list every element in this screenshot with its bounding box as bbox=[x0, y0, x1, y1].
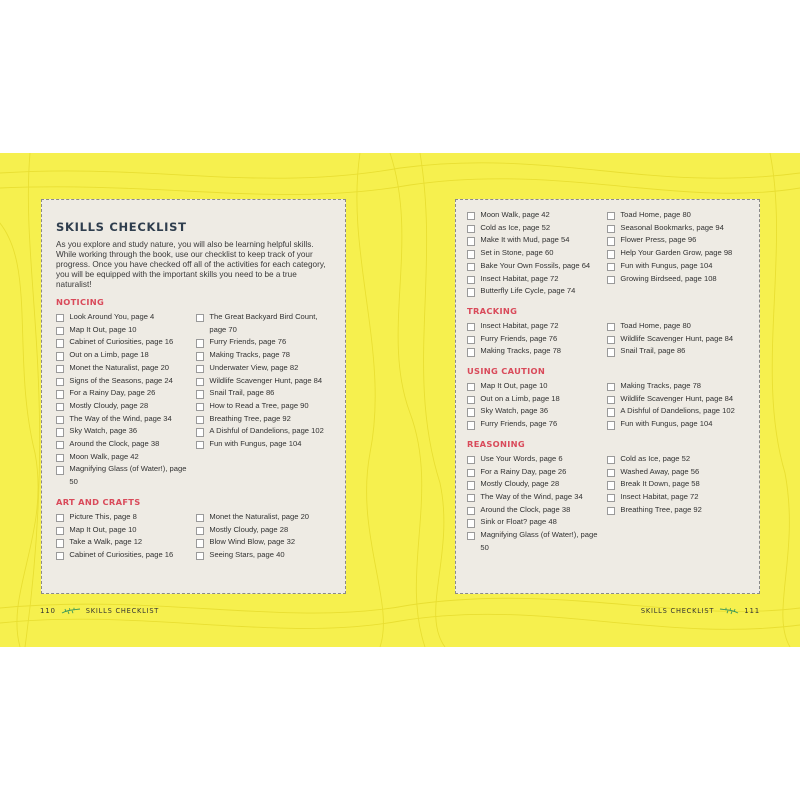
checklist-item-label: Wildlife Scavenger Hunt, page 84 bbox=[209, 375, 323, 385]
checkbox[interactable] bbox=[607, 456, 615, 464]
checkbox[interactable] bbox=[56, 441, 64, 449]
checklist-item-label: Snail Trail, page 86 bbox=[620, 346, 686, 356]
footer-right bbox=[641, 607, 760, 615]
right-checklist-panel bbox=[455, 199, 760, 594]
checklist-item-label: Toad Home, page 80 bbox=[620, 320, 691, 330]
checkbox[interactable] bbox=[56, 466, 64, 474]
checkbox[interactable] bbox=[467, 250, 475, 258]
checklist-item-label: A Dishful of Dandelions, page 102 bbox=[209, 426, 324, 436]
checkbox[interactable] bbox=[56, 403, 64, 411]
checkbox[interactable] bbox=[56, 514, 64, 522]
checklist-item bbox=[607, 491, 747, 504]
intro-text: As you explore and study nature, you will also be learning helpful skills. While working through the book, use our checklist to keep track of your progress. Once you have checked off all of the activities for each category, you will be equipped with the important skills you need to be a true naturalist! bbox=[56, 240, 326, 289]
checkbox[interactable] bbox=[196, 527, 204, 535]
checklist-item-label: Make It with Mud, page 54 bbox=[480, 235, 570, 245]
checklist-item-label: Snail Trail, page 86 bbox=[209, 388, 275, 398]
checkbox[interactable] bbox=[196, 378, 204, 386]
checklist-item bbox=[196, 438, 331, 451]
checklist-item-label: Magnifying Glass (of Water!), page 50 bbox=[480, 530, 598, 552]
checkbox[interactable] bbox=[196, 314, 204, 322]
caution-col-2 bbox=[607, 380, 747, 431]
checklist-item-label: Fun with Fungus, page 104 bbox=[209, 439, 302, 449]
leaf-sprig-icon bbox=[719, 607, 739, 615]
checkbox[interactable] bbox=[196, 539, 204, 547]
checkbox[interactable] bbox=[196, 441, 204, 449]
checklist-item-label: Insect Habitat, page 72 bbox=[480, 273, 559, 283]
checklist-item-label: A Dishful of Dandelions, page 102 bbox=[620, 406, 735, 416]
noticing-col-2 bbox=[196, 311, 331, 489]
footer-label-right: SKILLS CHECKLIST bbox=[640, 607, 715, 615]
checklist-item bbox=[467, 320, 607, 333]
checklist-item-label: Monet the Naturalist, page 20 bbox=[209, 511, 310, 521]
checklist-item-label: Seasonal Bookmarks, page 94 bbox=[620, 222, 724, 232]
checklist-item-label: The Great Backyard Bird Count, page 70 bbox=[209, 312, 318, 334]
checklist-item bbox=[467, 209, 607, 222]
category-heading-art-and-crafts: ART AND CRAFTS bbox=[56, 496, 141, 507]
checklist-item bbox=[607, 478, 747, 491]
checklist-item bbox=[607, 453, 747, 466]
checkbox[interactable] bbox=[56, 416, 64, 424]
checklist-item-label: Wildlife Scavenger Hunt, page 84 bbox=[620, 393, 734, 403]
caution-col-1 bbox=[467, 380, 607, 431]
checklist-item bbox=[467, 380, 607, 393]
checkbox[interactable] bbox=[56, 539, 64, 547]
checkbox[interactable] bbox=[607, 212, 615, 220]
checklist-item bbox=[467, 504, 607, 517]
checklist-item bbox=[467, 516, 607, 529]
checklist-item-label: Signs of the Seasons, page 24 bbox=[69, 375, 173, 385]
checklist-item bbox=[56, 511, 196, 524]
checklist-item bbox=[196, 311, 331, 336]
checklist-item-label: Washed Away, page 56 bbox=[620, 466, 700, 476]
checkbox[interactable] bbox=[467, 469, 475, 477]
checklist-item-label: Breathing Tree, page 92 bbox=[620, 504, 702, 514]
checkbox[interactable] bbox=[607, 276, 615, 284]
checklist-item-label: For a Rainy Day, page 26 bbox=[69, 388, 156, 398]
checklist-item bbox=[56, 375, 196, 388]
checkbox[interactable] bbox=[467, 532, 475, 540]
checklist-item-label: Flower Press, page 96 bbox=[620, 235, 697, 245]
checkbox[interactable] bbox=[467, 507, 475, 515]
checklist-item-label: Making Tracks, page 78 bbox=[620, 381, 702, 391]
using-caution-section bbox=[467, 366, 748, 431]
continued-section bbox=[467, 209, 748, 298]
checkbox[interactable] bbox=[607, 263, 615, 271]
checkbox[interactable] bbox=[467, 276, 475, 284]
checklist-item bbox=[607, 345, 747, 358]
checklist-item-label: Seeing Stars, page 40 bbox=[209, 549, 285, 559]
noticing-col-1 bbox=[56, 311, 196, 489]
category-heading-reasoning: REASONING bbox=[467, 438, 525, 449]
checkbox[interactable] bbox=[607, 396, 615, 404]
checklist-item bbox=[467, 478, 607, 491]
checkbox[interactable] bbox=[56, 327, 64, 335]
checklist-item-label: Bake Your Own Fossils, page 64 bbox=[480, 260, 591, 270]
checklist-item-label: Underwater View, page 82 bbox=[209, 362, 299, 372]
checkbox[interactable] bbox=[56, 314, 64, 322]
checklist-item bbox=[196, 536, 331, 549]
checklist-item bbox=[467, 393, 607, 406]
checklist-item bbox=[607, 466, 747, 479]
checklist-item bbox=[607, 393, 747, 406]
checklist-item-label: Butterfly Life Cycle, page 74 bbox=[480, 286, 576, 296]
checklist-item-label: Sink or Float? page 48 bbox=[480, 517, 557, 527]
checklist-item-label: Wildlife Scavenger Hunt, page 84 bbox=[620, 333, 734, 343]
tracking-col-1 bbox=[467, 320, 607, 358]
checklist-item bbox=[56, 536, 196, 549]
checkbox[interactable] bbox=[56, 390, 64, 398]
checklist-item-label: Moon Walk, page 42 bbox=[480, 210, 550, 219]
checkbox[interactable] bbox=[607, 383, 615, 391]
checklist-item-label: Break It Down, page 58 bbox=[620, 479, 700, 489]
checkbox[interactable] bbox=[607, 336, 615, 344]
noticing-section bbox=[56, 297, 331, 489]
checkbox[interactable] bbox=[467, 225, 475, 233]
checklist-item bbox=[56, 425, 196, 438]
checkbox[interactable] bbox=[467, 383, 475, 391]
checklist-item bbox=[607, 405, 747, 418]
checklist-item-label: Look Around You, page 4 bbox=[69, 312, 155, 321]
checklist-item bbox=[467, 466, 607, 479]
checklist-item bbox=[467, 345, 607, 358]
footer-label-left: SKILLS CHECKLIST bbox=[85, 607, 160, 615]
checkbox[interactable] bbox=[467, 323, 475, 331]
checkbox[interactable] bbox=[56, 552, 64, 560]
left-checklist-panel bbox=[41, 199, 346, 594]
continued-col-1 bbox=[467, 209, 607, 298]
checklist-item-label: Fun with Fungus, page 104 bbox=[620, 419, 713, 429]
checklist-item bbox=[467, 529, 607, 554]
checklist-item bbox=[607, 273, 747, 286]
checklist-item-label: Blow Wind Blow, page 32 bbox=[209, 537, 296, 547]
checkbox[interactable] bbox=[467, 519, 475, 527]
checklist-item bbox=[56, 311, 196, 324]
checklist-item-label: Moon Walk, page 42 bbox=[69, 451, 139, 461]
checklist-item bbox=[196, 524, 331, 537]
checklist-item bbox=[56, 451, 196, 464]
checklist-item bbox=[196, 549, 331, 562]
checklist-item bbox=[467, 333, 607, 346]
checklist-item bbox=[467, 285, 607, 298]
checklist-item-label: Out on a Limb, page 18 bbox=[69, 350, 149, 360]
checklist-item bbox=[56, 362, 196, 375]
art-and-crafts-section bbox=[56, 497, 331, 562]
checklist-item-label: Around the Clock, page 38 bbox=[480, 504, 571, 514]
checklist-item bbox=[56, 336, 196, 349]
checklist-item-label: Sky Watch, page 36 bbox=[69, 426, 138, 436]
checkbox[interactable] bbox=[467, 237, 475, 245]
checklist-item-label: Set in Stone, page 60 bbox=[480, 248, 554, 258]
checklist-item-label: Cabinet of Curiosities, page 16 bbox=[69, 337, 174, 347]
checkbox[interactable] bbox=[467, 421, 475, 429]
checklist-item-label: Insect Habitat, page 72 bbox=[480, 320, 559, 330]
checklist-item bbox=[56, 438, 196, 451]
checklist-item-label: The Way of the Wind, page 34 bbox=[69, 413, 172, 423]
checklist-item bbox=[607, 333, 747, 346]
checklist-item bbox=[467, 405, 607, 418]
checkbox[interactable] bbox=[196, 514, 204, 522]
checkbox[interactable] bbox=[607, 323, 615, 331]
checklist-item-label: Insect Habitat, page 72 bbox=[620, 491, 699, 501]
checkbox[interactable] bbox=[196, 365, 204, 373]
checkbox[interactable] bbox=[607, 494, 615, 502]
checkbox[interactable] bbox=[56, 378, 64, 386]
checkbox[interactable] bbox=[467, 456, 475, 464]
checkbox[interactable] bbox=[56, 454, 64, 462]
checklist-item bbox=[467, 234, 607, 247]
checklist-item bbox=[607, 504, 747, 517]
page-number-left: 110 bbox=[40, 607, 56, 615]
checklist-item-label: Cold as Ice, page 52 bbox=[480, 222, 551, 232]
checkbox[interactable] bbox=[607, 348, 615, 356]
checklist-item bbox=[467, 453, 607, 466]
checklist-item bbox=[607, 222, 747, 235]
checklist-item-label: Out on a Limb, page 18 bbox=[480, 393, 560, 403]
category-heading-noticing: NOTICING bbox=[56, 297, 105, 307]
checklist-item bbox=[607, 234, 747, 247]
checklist-item bbox=[607, 418, 747, 431]
checklist-item bbox=[56, 413, 196, 426]
checklist-item-label: Map It Out, page 10 bbox=[480, 381, 548, 391]
checklist-item bbox=[467, 247, 607, 260]
checklist-item bbox=[467, 491, 607, 504]
checkbox[interactable] bbox=[607, 225, 615, 233]
checklist-item bbox=[56, 524, 196, 537]
category-heading-tracking: TRACKING bbox=[467, 305, 518, 316]
checklist-item-label: Help Your Garden Grow, page 98 bbox=[620, 248, 733, 258]
reasoning-col-2 bbox=[607, 453, 747, 555]
checklist-item-label: Take a Walk, page 12 bbox=[69, 537, 143, 547]
art-col-1 bbox=[56, 511, 196, 562]
checklist-item-label: Growing Birdseed, page 108 bbox=[620, 273, 717, 283]
leaf-sprig-icon bbox=[61, 607, 81, 615]
checklist-item-label: Toad Home, page 80 bbox=[620, 210, 691, 219]
art-col-2 bbox=[196, 511, 331, 562]
checklist-item bbox=[467, 260, 607, 273]
checklist-item bbox=[196, 425, 331, 438]
checkbox[interactable] bbox=[196, 339, 204, 347]
checkbox[interactable] bbox=[467, 348, 475, 356]
checkbox[interactable] bbox=[607, 421, 615, 429]
checklist-item-label: Map It Out, page 10 bbox=[69, 524, 137, 534]
page-title: SKILLS CHECKLIST bbox=[56, 220, 187, 234]
checklist-item bbox=[196, 400, 331, 413]
checkbox[interactable] bbox=[467, 494, 475, 502]
checklist-item bbox=[196, 362, 331, 375]
checkbox[interactable] bbox=[467, 481, 475, 489]
checkbox[interactable] bbox=[467, 288, 475, 296]
checkbox[interactable] bbox=[607, 237, 615, 245]
checklist-item bbox=[56, 324, 196, 337]
checkbox[interactable] bbox=[467, 396, 475, 404]
footer-left bbox=[40, 607, 159, 615]
checkbox[interactable] bbox=[467, 336, 475, 344]
checkbox[interactable] bbox=[607, 469, 615, 477]
checklist-item-label: Mostly Cloudy, page 28 bbox=[209, 524, 289, 534]
checkbox[interactable] bbox=[607, 250, 615, 258]
continued-col-2 bbox=[607, 209, 747, 298]
checkbox[interactable] bbox=[196, 403, 204, 411]
checklist-item bbox=[56, 349, 196, 362]
checkbox[interactable] bbox=[56, 527, 64, 535]
checklist-item-label: Picture This, page 8 bbox=[69, 511, 137, 521]
reasoning-col-1 bbox=[467, 453, 607, 555]
checkbox[interactable] bbox=[607, 408, 615, 416]
checklist-item bbox=[196, 413, 331, 426]
checklist-item bbox=[56, 463, 196, 488]
checklist-item-label: Breathing Tree, page 92 bbox=[209, 413, 291, 423]
category-heading-using-caution: USING CAUTION bbox=[467, 366, 546, 377]
checklist-item-label: For a Rainy Day, page 26 bbox=[480, 466, 567, 476]
checklist-item bbox=[607, 247, 747, 260]
checklist-item bbox=[196, 375, 331, 388]
checkbox[interactable] bbox=[467, 263, 475, 271]
book-spread bbox=[0, 153, 800, 647]
checkbox[interactable] bbox=[56, 339, 64, 347]
checklist-item bbox=[607, 380, 747, 393]
checklist-item-label: Sky Watch, page 36 bbox=[480, 406, 549, 416]
checklist-item-label: Around the Clock, page 38 bbox=[69, 439, 160, 449]
checklist-item-label: Cold as Ice, page 52 bbox=[620, 453, 691, 463]
checklist-item bbox=[56, 400, 196, 413]
checklist-item bbox=[607, 260, 747, 273]
checkbox[interactable] bbox=[467, 408, 475, 416]
checkbox[interactable] bbox=[196, 552, 204, 560]
checklist-item-label: Use Your Words, page 6 bbox=[480, 453, 563, 463]
checklist-item bbox=[56, 549, 196, 562]
checklist-item bbox=[196, 511, 331, 524]
checklist-item bbox=[467, 273, 607, 286]
checklist-item bbox=[196, 336, 331, 349]
checklist-item-label: Furry Friends, page 76 bbox=[480, 333, 558, 343]
tracking-col-2 bbox=[607, 320, 747, 358]
checkbox[interactable] bbox=[56, 352, 64, 360]
checklist-item-label: Magnifying Glass (of Water!), page 50 bbox=[69, 464, 187, 487]
checklist-item-label: The Way of the Wind, page 34 bbox=[480, 491, 583, 501]
page-number-right: 111 bbox=[744, 607, 760, 615]
checkbox[interactable] bbox=[607, 481, 615, 489]
checklist-item-label: Furry Friends, page 76 bbox=[209, 337, 287, 347]
checklist-item-label: Cabinet of Curiosities, page 16 bbox=[69, 549, 174, 559]
checklist-item-label: Making Tracks, page 78 bbox=[209, 350, 291, 360]
checklist-item bbox=[607, 209, 747, 222]
checkbox[interactable] bbox=[196, 390, 204, 398]
checklist-item-label: Making Tracks, page 78 bbox=[480, 346, 562, 356]
checkbox[interactable] bbox=[196, 352, 204, 360]
checkbox[interactable] bbox=[196, 416, 204, 424]
checklist-item bbox=[467, 222, 607, 235]
checklist-item-label: Monet the Naturalist, page 20 bbox=[69, 362, 170, 372]
checklist-item bbox=[467, 418, 607, 431]
checkbox[interactable] bbox=[467, 212, 475, 220]
checklist-item bbox=[607, 320, 747, 333]
checklist-item-label: Fun with Fungus, page 104 bbox=[620, 260, 713, 270]
checklist-item-label: Furry Friends, page 76 bbox=[480, 419, 558, 429]
checklist-item-label: Map It Out, page 10 bbox=[69, 324, 137, 334]
checkbox[interactable] bbox=[196, 428, 204, 436]
checklist-item-label: Mostly Cloudy, page 28 bbox=[69, 400, 149, 410]
checklist-item bbox=[196, 349, 331, 362]
checklist-item-label: Mostly Cloudy, page 28 bbox=[480, 479, 560, 489]
checklist-item bbox=[56, 387, 196, 400]
checklist-item bbox=[196, 387, 331, 400]
checkbox[interactable] bbox=[607, 507, 615, 515]
reasoning-section bbox=[467, 439, 748, 555]
checkbox[interactable] bbox=[56, 428, 64, 436]
tracking-section bbox=[467, 306, 748, 358]
checklist-item-label: How to Read a Tree, page 90 bbox=[209, 400, 309, 410]
checkbox[interactable] bbox=[56, 365, 64, 373]
